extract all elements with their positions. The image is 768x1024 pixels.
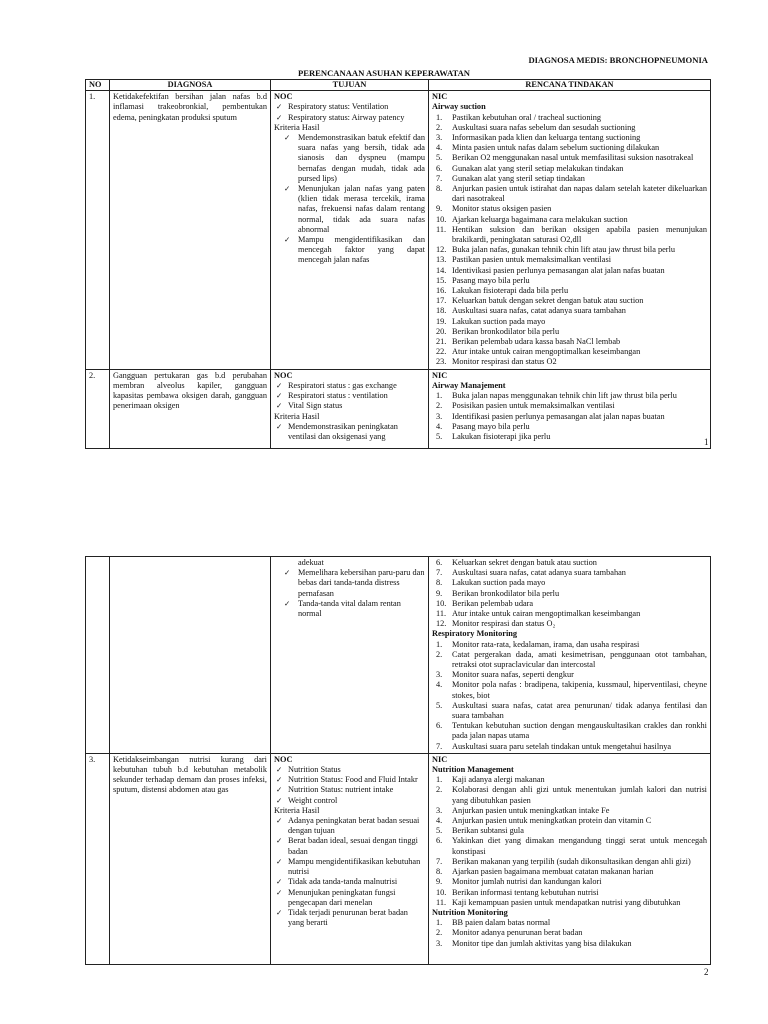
nic-title: Nutrition Management <box>432 765 514 775</box>
item-number: 11. <box>436 609 447 619</box>
list-item <box>432 650 707 670</box>
kriteria-item: ✓ Adanya peningkatan berat badan sesuai dengan tujuan <box>274 816 425 836</box>
kriteria-item: ✓ Tidak ada tanda-tanda malnutrisi <box>274 877 425 887</box>
list-item <box>432 775 707 785</box>
noc-label: NOC <box>274 92 293 102</box>
item-text: Anjurkan pasien untuk meningkatkan intake Fe <box>452 805 610 815</box>
list-item <box>432 609 707 619</box>
kriteria-item: ✓ Memelihara kebersihan paru-paru dan bebas dari tanda-tanda distress pernafasan <box>274 568 425 599</box>
page-number: 1 <box>704 437 709 447</box>
item-number: 18. <box>436 306 447 316</box>
item-number: 9. <box>436 877 443 887</box>
list-item <box>432 184 707 204</box>
list-item <box>432 857 707 867</box>
list-item <box>432 867 707 877</box>
item-number: 2. <box>436 401 443 411</box>
nic-list <box>432 558 707 629</box>
item-number: 6. <box>436 721 443 731</box>
item-text: Ajarkan pasien bagaimana membuat catatan makanan harian <box>452 867 654 877</box>
list-item <box>432 174 707 184</box>
item-number: 1. <box>436 918 443 928</box>
kriteria-item: ✓ Menunjukan peningkatan fungsi pengecapan dari menelan <box>274 888 425 908</box>
item-number: 21. <box>436 337 447 347</box>
item-text: Monitor suara nafas, seperti dengkur <box>452 670 574 680</box>
item-text: BB paien dalam batas normal <box>452 918 551 928</box>
item-text: Anjurkan pasien untuk istirahat dan napas dalam setelah kateter dikeluarkan dari nasotrakeal <box>452 184 707 204</box>
item-number: 4. <box>436 421 443 431</box>
rencana-cell <box>429 91 711 369</box>
item-text: Lakukan fisioterapi dada bila perlu <box>452 286 569 296</box>
item-text: Berikan pelembab udara <box>452 598 534 608</box>
item-text: Gunakan alat yang steril setiap melakukan tindakan <box>452 163 624 173</box>
item-number: 4. <box>436 680 443 690</box>
item-number: 3. <box>436 938 443 948</box>
tujuan-cell <box>271 557 429 754</box>
list-item <box>432 286 707 296</box>
item-text: Atur intake untuk cairan mengoptimalkan keseimbangan <box>452 347 641 357</box>
list-item <box>432 918 707 928</box>
item-text: Auskultasi suara paru setelah tindakan untuk mengetahui hasilnya <box>452 741 672 751</box>
list-item <box>432 928 707 938</box>
list-item <box>432 412 707 422</box>
monitoring-title: Respiratory Monitoring <box>432 629 518 639</box>
item-number: 9. <box>436 588 443 598</box>
rencana-cell <box>429 753 711 964</box>
item-number: 1. <box>436 639 443 649</box>
kriteria-label: Kriteria Hasil <box>274 805 320 815</box>
item-number: 7. <box>436 568 443 578</box>
list-item <box>432 113 707 123</box>
kriteria-list <box>274 816 425 928</box>
tujuan-cell <box>271 369 429 448</box>
item-text: Buka jalan napas menggunakan tehnik chin lift jaw thrust bila perlu <box>452 391 677 401</box>
kriteria-label: Kriteria Hasil <box>274 411 320 421</box>
list-item <box>432 877 707 887</box>
diagnosis-text: Ketidakseimbangan nutrisi kurang dari kebutuhan tubuh b.d kebutuhan metabolik sekunder terhadap demam dan proses infeksi, sputum, distensi abdomen atau gas <box>110 753 271 964</box>
item-number: 5. <box>436 431 443 441</box>
noc-item: ✓ Vital Sign status <box>274 401 425 411</box>
kriteria-item: ✓ Menunjukan jalan nafas yang paten (klien tidak merasa tercekik, irama nafas, frekuensi nafas dalam rentang normal, tidak ada suara nafas abnormal <box>274 184 425 235</box>
item-number: 20. <box>436 326 447 336</box>
list-item <box>432 785 707 805</box>
kriteria-item: ✓ Mampu mengidentifikasikan dan mencegah faktor yang dapat mencegah jalan nafas <box>274 235 425 266</box>
row-number: 3. <box>86 753 110 964</box>
monitoring-list <box>432 640 707 752</box>
list-item <box>432 619 707 629</box>
item-text: Pastikan pasien untuk memaksimalkan ventilasi <box>452 255 611 265</box>
item-number: 19. <box>436 316 447 326</box>
item-number: 13. <box>436 255 447 265</box>
list-item <box>432 670 707 680</box>
item-number: 1. <box>436 775 443 785</box>
noc-item: ✓ Respiratory status: Ventilation <box>274 102 425 112</box>
list-item <box>432 568 707 578</box>
noc-item: ✓ Respiratory status: Airway patency <box>274 113 425 123</box>
list-item <box>432 578 707 588</box>
monitoring-title: Nutrition Monitoring <box>432 907 508 917</box>
list-item <box>432 123 707 133</box>
item-number: 6. <box>436 836 443 846</box>
item-text: Pasang mayo bila perlu <box>452 275 530 285</box>
nic-label: NIC <box>432 754 448 764</box>
item-number: 2. <box>436 928 443 938</box>
item-text: Ajarkan keluarga bagaimana cara melakukan suction <box>452 214 628 224</box>
rencana-cell <box>429 557 711 754</box>
column-header-no: NO <box>86 80 110 91</box>
item-number: 7. <box>436 741 443 751</box>
page-separator <box>0 480 768 548</box>
item-text: Minta pasien untuk nafas dalam sebelum suctioning dilakukan <box>452 143 660 153</box>
item-number: 3. <box>436 411 443 421</box>
kriteria-continuation: adekuat <box>298 558 324 567</box>
diagnosis-text: Gangguan pertukaran gas b.d perubahan membran alveolus kapiler, gangguan kapasitas pembawa oksigen darah, gangguan penerimaan oksigen <box>110 369 271 448</box>
list-item <box>432 204 707 214</box>
item-number: 2. <box>436 785 443 795</box>
item-number: 12. <box>436 245 447 255</box>
document-page-1 <box>0 0 768 480</box>
list-item <box>432 680 707 700</box>
item-number: 5. <box>436 153 443 163</box>
item-text: Anjurkan pasien untuk meningkatkan protein dan vitamin C <box>452 816 652 826</box>
item-text: Monitor rata-rata, kedalaman, irama, dan usaha respirasi <box>452 639 640 649</box>
list-item <box>432 266 707 276</box>
list-item <box>432 296 707 306</box>
kriteria-label: Kriteria Hasil <box>274 122 320 132</box>
page-number: 2 <box>704 967 709 977</box>
kriteria-item: ✓ Tidak terjadi penurunan berat badan yang berarti <box>274 908 425 928</box>
list-item <box>432 225 707 245</box>
kriteria-item: ✓ Mampu mengidentifikasikan kebutuhan nutrisi <box>274 857 425 877</box>
noc-list <box>274 102 425 122</box>
item-number: 2. <box>436 122 443 132</box>
item-number: 10. <box>436 214 447 224</box>
item-text: Berikan informasi tentang kebutuhan nutrisi <box>452 887 599 897</box>
list-item <box>432 836 707 856</box>
item-text: Catat pergerakan dada, amati kesimetrisan, penggunaan otot tambahan, retraksi otot supraclavicular dan intercostal <box>452 649 707 670</box>
item-number: 12. <box>436 619 447 629</box>
rencana-cell <box>429 369 711 448</box>
item-text: Monitor pola nafas : bradipena, takipenia, kussmaul, hiperventilasi, cheyne stokes, biot <box>452 680 707 700</box>
nic-list <box>432 391 707 442</box>
item-text: Yakinkan diet yang dimakan mengandung tinggi serat untuk mencegah konstipasi <box>452 836 707 856</box>
list-item <box>432 589 707 599</box>
item-number: 8. <box>436 867 443 877</box>
list-item <box>432 898 707 908</box>
diagnosis-text <box>110 557 271 754</box>
item-text: Berikan O2 menggunakan nasal untuk memfasilitasi suksion nasotrakeal <box>452 153 694 163</box>
noc-item: ✓ Respiratori status : ventilation <box>274 391 425 401</box>
list-item <box>432 215 707 225</box>
noc-item: ✓ Respiratori status : gas exchange <box>274 381 425 391</box>
item-text: Auskultasi suara nafas, catat adanya suara tambahan <box>452 306 626 316</box>
list-item <box>432 826 707 836</box>
nic-list <box>432 775 707 908</box>
row-number: 1. <box>86 91 110 369</box>
item-text: Monitor respirasi dan status O₂ <box>452 619 556 629</box>
nic-list <box>432 113 707 368</box>
item-number: 6. <box>436 558 443 567</box>
item-text: Pasang mayo bila perlu <box>452 421 530 431</box>
item-number: 6. <box>436 163 443 173</box>
tujuan-cell <box>271 753 429 964</box>
monitoring-list <box>432 918 707 949</box>
list-item <box>432 701 707 721</box>
item-number: 15. <box>436 275 447 285</box>
item-text: Monitor respirasi dan status O2 <box>452 357 557 367</box>
nic-title: Airway Manajement <box>432 380 506 390</box>
item-number: 7. <box>436 173 443 183</box>
list-item <box>432 888 707 898</box>
nic-title: Airway suction <box>432 102 486 112</box>
item-number: 11. <box>436 897 447 907</box>
item-text: Kaji adanya alergi makanan <box>452 775 545 785</box>
item-number: 3. <box>436 670 443 680</box>
item-text: Lakukan fisioterapi jika perlu <box>452 431 551 441</box>
item-text: Identivikasi pasien perlunya pemasangan alat jalan nafas buatan <box>452 265 665 275</box>
item-text: Posisikan pasien untuk memaksimalkan ventilasi <box>452 401 615 411</box>
list-item <box>432 133 707 143</box>
kriteria-item: ✓ Tanda-tanda vital dalam rentan normal <box>274 599 425 619</box>
item-number: 8. <box>436 184 443 194</box>
list-item <box>432 143 707 153</box>
list-item <box>432 347 707 357</box>
list-item <box>432 401 707 411</box>
kriteria-item: ✓ Mendemonstrasikan batuk efektif dan suara nafas yang bersih, tidak ada sianosis dan dyspneu (mampu bernafas dengan mudah, tidak ada pursed lips) <box>274 133 425 184</box>
item-text: Berikan bronkodilator bila perlu <box>452 588 560 598</box>
item-number: 4. <box>436 816 443 826</box>
list-item <box>432 558 707 568</box>
item-text: Keluarkan batuk dengan sekret dengan batuk atau suction <box>452 296 644 306</box>
item-number: 8. <box>436 578 443 588</box>
item-number: 23. <box>436 357 447 367</box>
item-number: 7. <box>436 856 443 866</box>
item-text: Kaji kemampuan pasien untuk mendapatkan nutrisi yang dibutuhkan <box>452 897 681 907</box>
item-text: Monitor status oksigen pasien <box>452 204 552 214</box>
noc-item: ✓ Nutrition Status: Food and Fluid Intakr <box>274 775 425 785</box>
list-item <box>432 939 707 949</box>
item-number: 3. <box>436 805 443 815</box>
item-number: 9. <box>436 204 443 214</box>
item-text: Berikan pelembab udara kassa basah NaCl lembab <box>452 337 621 347</box>
item-text: Buka jalan nafas, gunakan tehnik chin lift atau jaw thrust bila perlu <box>452 245 676 255</box>
item-text: Auskultasi suara nafas sebelum dan sesudah suctioning <box>452 122 636 132</box>
list-item <box>432 599 707 609</box>
kriteria-list <box>274 422 425 442</box>
list-item <box>432 245 707 255</box>
list-item <box>432 816 707 826</box>
nic-label: NIC <box>432 370 448 380</box>
list-item <box>432 432 707 442</box>
item-number: 4. <box>436 143 443 153</box>
item-text: Hentikan suksion dan berikan oksigen apabila pasien menunjukan brakikardi, peningkatan saturasi O2,dll <box>452 224 707 245</box>
item-text: Berikan makanan yang terpilih (sudah dikonsultasikan dengan ahli gizi) <box>452 856 691 866</box>
item-number: 11. <box>436 224 447 234</box>
list-item <box>432 255 707 265</box>
item-text: Lakukan suction pada mayo <box>452 578 546 588</box>
item-number: 3. <box>436 133 443 143</box>
nic-label: NIC <box>432 92 448 102</box>
item-text: Auskultasi suara nafas, catat area penurunan/ tidak adanya fentilasi dan suara tambahan <box>452 700 707 721</box>
item-text: Monitor jumlah nutrisi dan kandungan kalori <box>452 877 602 887</box>
diagnosis-text: Ketidakefektifan bersihan jalan nafas b.d inflamasi trakeobronkial, pembentukan edema, peningkatan produksi sputum <box>110 91 271 369</box>
kriteria-list <box>274 133 425 266</box>
care-plan-table-page-1 <box>85 79 711 449</box>
item-number: 10. <box>436 598 447 608</box>
noc-item: ✓ Weight control <box>274 796 425 806</box>
column-header-tujuan: TUJUAN <box>271 80 429 91</box>
list-item <box>432 357 707 367</box>
kriteria-item: ✓ Mendemonstrasikan peningkatan ventilasi dan oksigenasi yang <box>274 422 425 442</box>
item-text: Informasikan pada klien dan keluarga tentang suctioning <box>452 133 641 143</box>
item-number: 2. <box>436 649 443 659</box>
table-row <box>86 753 711 964</box>
item-text: Kolaborasi dengan ahli gizi untuk menentukan jumlah kalori dan nutrisi yang dibutuhkan pasien <box>452 785 707 805</box>
item-text: Tentukan kebutuhan suction dengan mengauskultasikan crakles dan ronkhi pada jalan napas utama <box>452 721 707 741</box>
item-text: Keluarkan sekret dengan batuk atau suction <box>452 558 597 567</box>
care-plan-table-page-2 <box>85 556 711 965</box>
item-text: Berikan subtansi gula <box>452 826 524 836</box>
item-number: 10. <box>436 887 447 897</box>
item-text: Monitor tipe dan jumlah aktivitas yang bisa dilakukan <box>452 938 632 948</box>
list-item <box>432 640 707 650</box>
care-plan-title: PERENCANAAN ASUHAN KEPERAWATAN <box>297 68 471 78</box>
list-item <box>432 806 707 816</box>
row-number: 2. <box>86 369 110 448</box>
noc-list <box>274 381 425 412</box>
list-item <box>432 391 707 401</box>
table-row <box>86 369 711 448</box>
medical-diagnosis-heading: DIAGNOSA MEDIS: BRONCHOPNEUMONIA <box>528 55 708 65</box>
item-text: Atur intake untuk cairan mengoptimalkan keseimbangan <box>452 609 641 619</box>
item-text: Pastikan kebutuhan oral / tracheal suctioning <box>452 112 602 122</box>
item-text: Lakukan suction pada mayo <box>452 316 546 326</box>
list-item <box>432 276 707 286</box>
tujuan-cell <box>271 91 429 369</box>
list-item <box>432 306 707 316</box>
item-number: 22. <box>436 347 447 357</box>
table-row <box>86 91 711 369</box>
table-row <box>86 557 711 754</box>
list-item <box>432 422 707 432</box>
list-item <box>432 721 707 741</box>
item-number: 1. <box>436 112 443 122</box>
noc-label: NOC <box>274 754 293 764</box>
table-header-row <box>86 80 711 91</box>
list-item <box>432 153 707 163</box>
kriteria-item: ✓ Berat badan ideal, sesuai dengan tinggi badan <box>274 836 425 856</box>
list-item <box>432 337 707 347</box>
column-header-rencana: RENCANA TINDAKAN <box>429 80 711 91</box>
item-number: 5. <box>436 826 443 836</box>
item-number: 16. <box>436 286 447 296</box>
item-number: 14. <box>436 265 447 275</box>
list-item <box>432 742 707 752</box>
item-text: Monitor adanya penurunan berat badan <box>452 928 583 938</box>
kriteria-list <box>274 568 425 619</box>
list-item <box>432 317 707 327</box>
item-text: Berikan bronkodilator bila perlu <box>452 326 560 336</box>
item-text: Identifikasi pasien perlunya pemasangan alat jalan napas buatan <box>452 411 665 421</box>
item-number: 1. <box>436 391 443 401</box>
row-number <box>86 557 110 754</box>
noc-list <box>274 765 425 806</box>
noc-item: ✓ Nutrition Status <box>274 765 425 775</box>
item-text: Gunakan alat yang steril setiap tindakan <box>452 173 585 183</box>
list-item <box>432 164 707 174</box>
item-text: Auskultasi suara nafas, catat adanya suara tambahan <box>452 568 626 578</box>
item-number: 5. <box>436 700 443 710</box>
list-item <box>432 327 707 337</box>
noc-label: NOC <box>274 370 293 380</box>
column-header-diagnosa: DIAGNOSA <box>110 80 271 91</box>
item-number: 17. <box>436 296 447 306</box>
noc-item: ✓ Nutrition Status: nutrient intake <box>274 785 425 795</box>
